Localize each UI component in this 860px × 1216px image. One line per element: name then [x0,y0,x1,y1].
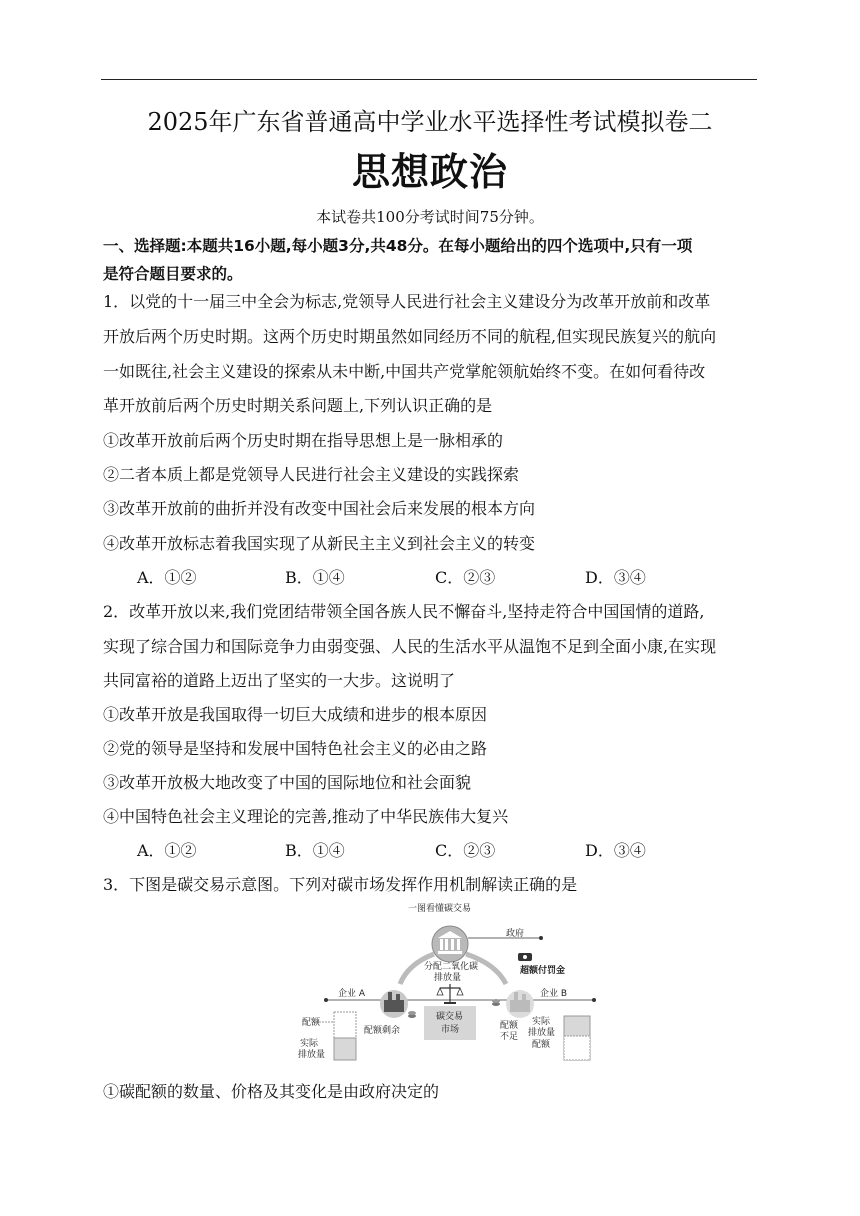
company-a-quota-label: 配额 [302,1018,321,1028]
option-c[interactable]: C．②③ [435,568,496,587]
q2-statement: ②党的领导是坚持和发展中国特色社会主义的必由之路 [103,739,488,758]
section-heading-line: 是符合题目要求的。 [103,265,243,283]
allocate-label: 排放量 [434,973,462,983]
q1-stem-line: 1．以党的十一届三中全会为标志,党领导人民进行社会主义建设分为改革开放前和改革 [103,292,711,311]
option-a[interactable]: A．①② [137,568,197,587]
q1-statement: ①改革开放前后两个历史时期在指导思想上是一脉相承的 [103,431,504,450]
market-label: 碳交易 [436,1012,464,1022]
company-b-actual-label: 实际 [532,1017,551,1027]
q2-stem-line: 共同富裕的道路上迈出了坚实的一大步。这说明了 [103,671,456,690]
option-b[interactable]: B．①④ [285,568,345,587]
company-line-dot [324,998,328,1002]
q2-stem-line: 2．改革开放以来,我们党团结带领全国各族人民不懈奋斗,坚持走符合中国国情的道路, [103,602,705,621]
q1-statement: ③改革开放前的曲折并没有改变中国社会后来发展的根本方向 [103,499,536,518]
company-a-actual-label: 实际 [300,1039,319,1049]
q1-statement: ④改革开放标志着我国实现了从新民主主义到社会主义的转变 [103,534,536,553]
q1-stem-line: 开放后两个历史时期。这两个历史时期虽然如同经历不同的航程,但实现民族复兴的航向 [103,327,717,346]
q1-stem-line: 革开放前后两个历史时期关系问题上,下列认识正确的是 [103,396,493,415]
market-label: 市场 [441,1025,460,1035]
q1-statement: ②二者本质上都是党领导人民进行社会主义建设的实践探索 [103,465,520,484]
q3-statement: ①碳配额的数量、价格及其变化是由政府决定的 [103,1082,440,1101]
surplus-label: 配额剩余 [364,1026,401,1036]
coin-stack-icon [492,999,500,1006]
company-a-label: 企业 A [338,989,366,999]
q3-stem: 3．下图是碳交易示意图。下列对碳市场发挥作用机制解读正确的是 [103,875,578,894]
shortage-label: 不足 [500,1032,519,1042]
exam-title: 2025年广东省普通高中学业水平选择性考试模拟卷二 [147,108,713,136]
q2-statement: ③改革开放极大地改变了中国的国际地位和社会面貌 [103,773,472,792]
option-d[interactable]: D．③④ [585,841,646,860]
option-d[interactable]: D．③④ [585,568,646,587]
coin-stack-icon [408,1011,416,1018]
carbon-trading-diagram [296,896,604,1064]
company-b-quota-bar [564,1036,590,1060]
shortage-label: 配额 [500,1021,519,1031]
scale-icon [437,984,463,1004]
company-b-quota-label: 配额 [532,1040,551,1050]
company-a-actual-label: 排放量 [298,1050,326,1060]
gov-line-dot [539,936,543,940]
header-rule [101,79,757,80]
exam-note: 本试卷共100分考试时间75分钟。 [316,208,544,226]
penalty-label: 超额付罚金 [520,966,566,976]
option-a[interactable]: A．①② [137,841,197,860]
government-label: 政府 [506,929,525,939]
company-line-dot [592,998,596,1002]
subject-title: 思想政治 [351,150,508,194]
q1-stem-line: 一如既往,社会主义建设的探索从未中断,中国共产党掌舵领航始终不变。在如何看待改 [103,362,706,381]
allocate-label: 分配二氧化碳 [424,962,479,972]
company-b-actual-label: 排放量 [528,1028,556,1038]
company-a-actual-bar [334,1038,356,1060]
q2-statement: ④中国特色社会主义理论的完善,推动了中华民族伟大复兴 [103,807,509,826]
section-heading-line: 一、选择题:本题共16小题,每小题3分,共48分。在每小题给出的四个选项中,只有一项 [103,237,693,255]
option-c[interactable]: C．②③ [435,841,496,860]
penalty-money-icon [518,953,532,961]
company-b-label: 企业 B [540,989,568,999]
option-b[interactable]: B．①④ [285,841,345,860]
diagram-title: 一图看懂碳交易 [408,904,472,914]
q2-stem-line: 实现了综合国力和国际竞争力由弱变强、人民的生活水平从温饱不足到全面小康,在实现 [103,637,717,656]
q2-statement: ①改革开放是我国取得一切巨大成绩和进步的根本原因 [103,705,488,724]
section-heading [103,232,763,288]
